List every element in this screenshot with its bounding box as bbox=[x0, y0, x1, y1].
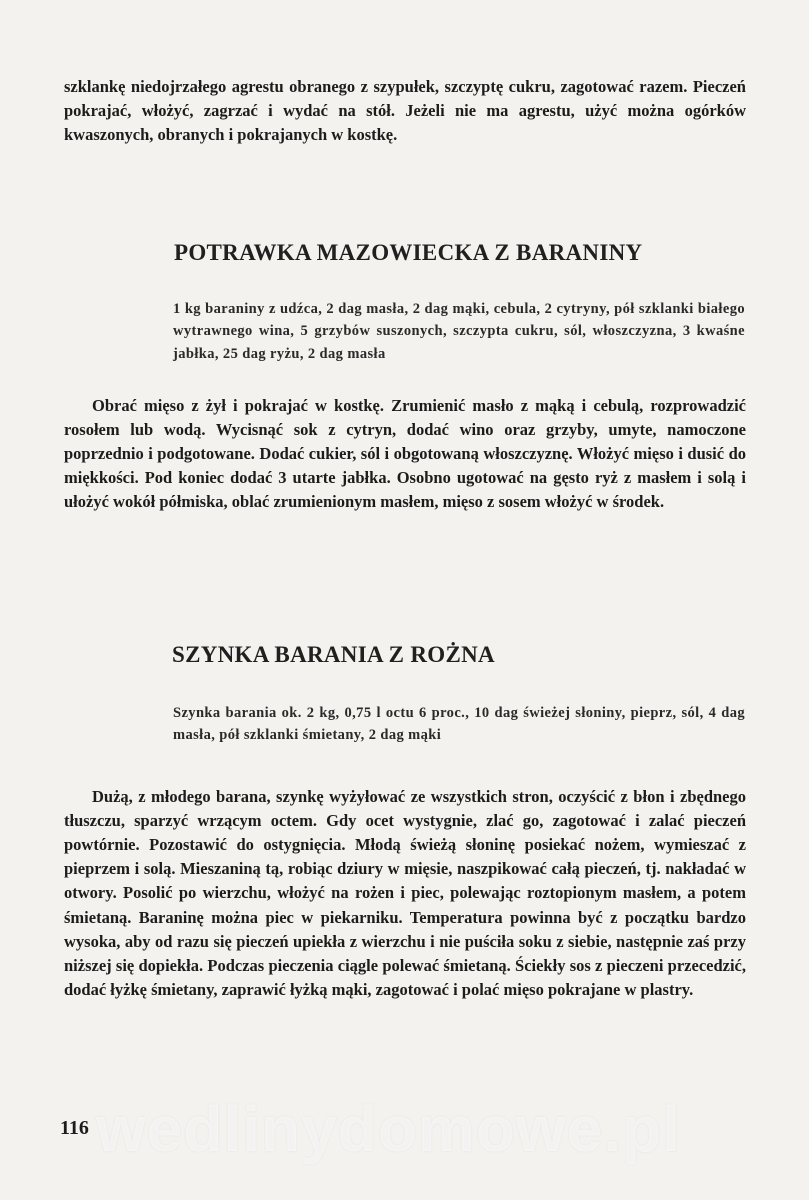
ingredients-potrawka: 1 kg baraniny z udźca, 2 dag masła, 2 dag mąki, cebula, 2 cytryny, pół szklanki białego wytrawnego wina, 5 grzybów suszonych, szczypta cukru, sól, włoszczyzna, 3 kwaśne jabłka, 25 dag ryżu, 2 dag masła bbox=[173, 300, 745, 362]
instructions-potrawka: Obrać mięso z żył i pokrajać w kostkę. Zrumienić masło z mąką i cebulą, rozprowadzić rosołem lub wodą. Wycisnąć sok z cytryn, dodać wino oraz grzyby, umyte, namoczone poprzednio i podgotowane. Dodać cukier, sól i obgotowaną włoszczyznę. Włożyć mięso i dusić do miękkości. Pod koniec dodać 3 utarte jabłka. Osobno ugotować na gęsto ryż z masłem i solą i ułożyć wokół półmiska, oblać zrumienionym masłem, mięso z sosem włożyć w środek. bbox=[64, 395, 746, 512]
page-number: 116 bbox=[60, 1117, 89, 1139]
watermark: wedlinydomowe.pl bbox=[96, 1093, 681, 1165]
instructions-szynka: Dużą, z młodego barana, szynkę wyżyłować ze wszystkich stron, oczyścić z błon i zbędnego tłuszczu, sparzyć wrzącym octem. Gdy ocet wystygnie, zlać go, zagotować i zalać pieczeń powtórnie. Pozostawić do ostygnięcia. Młodą świeżą słoninę posiekać nożem, wymieszać z pieprzem i solą. Mieszaniną tą, robiąc dziury w mięsie, naszpikować całą pieczeń, tj. nakładać w otwory. Posolić po wierzchu, włożyć na rożen i piec, polewając roztopionym masłem, a potem śmietaną. Baraninę można piec w piekarniku. Temperatura powinna być z początku bardzo wysoka, aby od razu się pieczeń upiekła z wierzchu i nie puściła soku z siebie, następnie zaś przy niższej się dopiekła. Podczas pieczenia ciągle polewać śmietaną. Ściekły sos z pieczeni przecedzić, dodać łyżkę śmietany, zaprawić łyżką mąki, zagotować i polać mięso pokrajane w plastry. bbox=[64, 786, 746, 1000]
intro-paragraph: szklankę niedojrzałego agrestu obranego z szypułek, szczyptę cukru, zagotować razem. Pieczeń pokrajać, włożyć, zagrzać i wydać na stół. Jeżeli nie ma agrestu, użyć można ogórków kwaszonych, obranych i pokrajanych w kostkę. bbox=[64, 76, 746, 144]
ingredients-szynka: Szynka barania ok. 2 kg, 0,75 l octu 6 proc., 10 dag świeżej słoniny, pieprz, sól, 4 dag masła, pół szklanki śmietany, 2 dag mąki bbox=[173, 704, 745, 744]
recipe-title-potrawka: POTRAWKA MAZOWIECKA Z BARANINY bbox=[174, 240, 643, 265]
recipe-title-szynka: SZYNKA BARANIA Z ROŻNA bbox=[172, 642, 495, 667]
